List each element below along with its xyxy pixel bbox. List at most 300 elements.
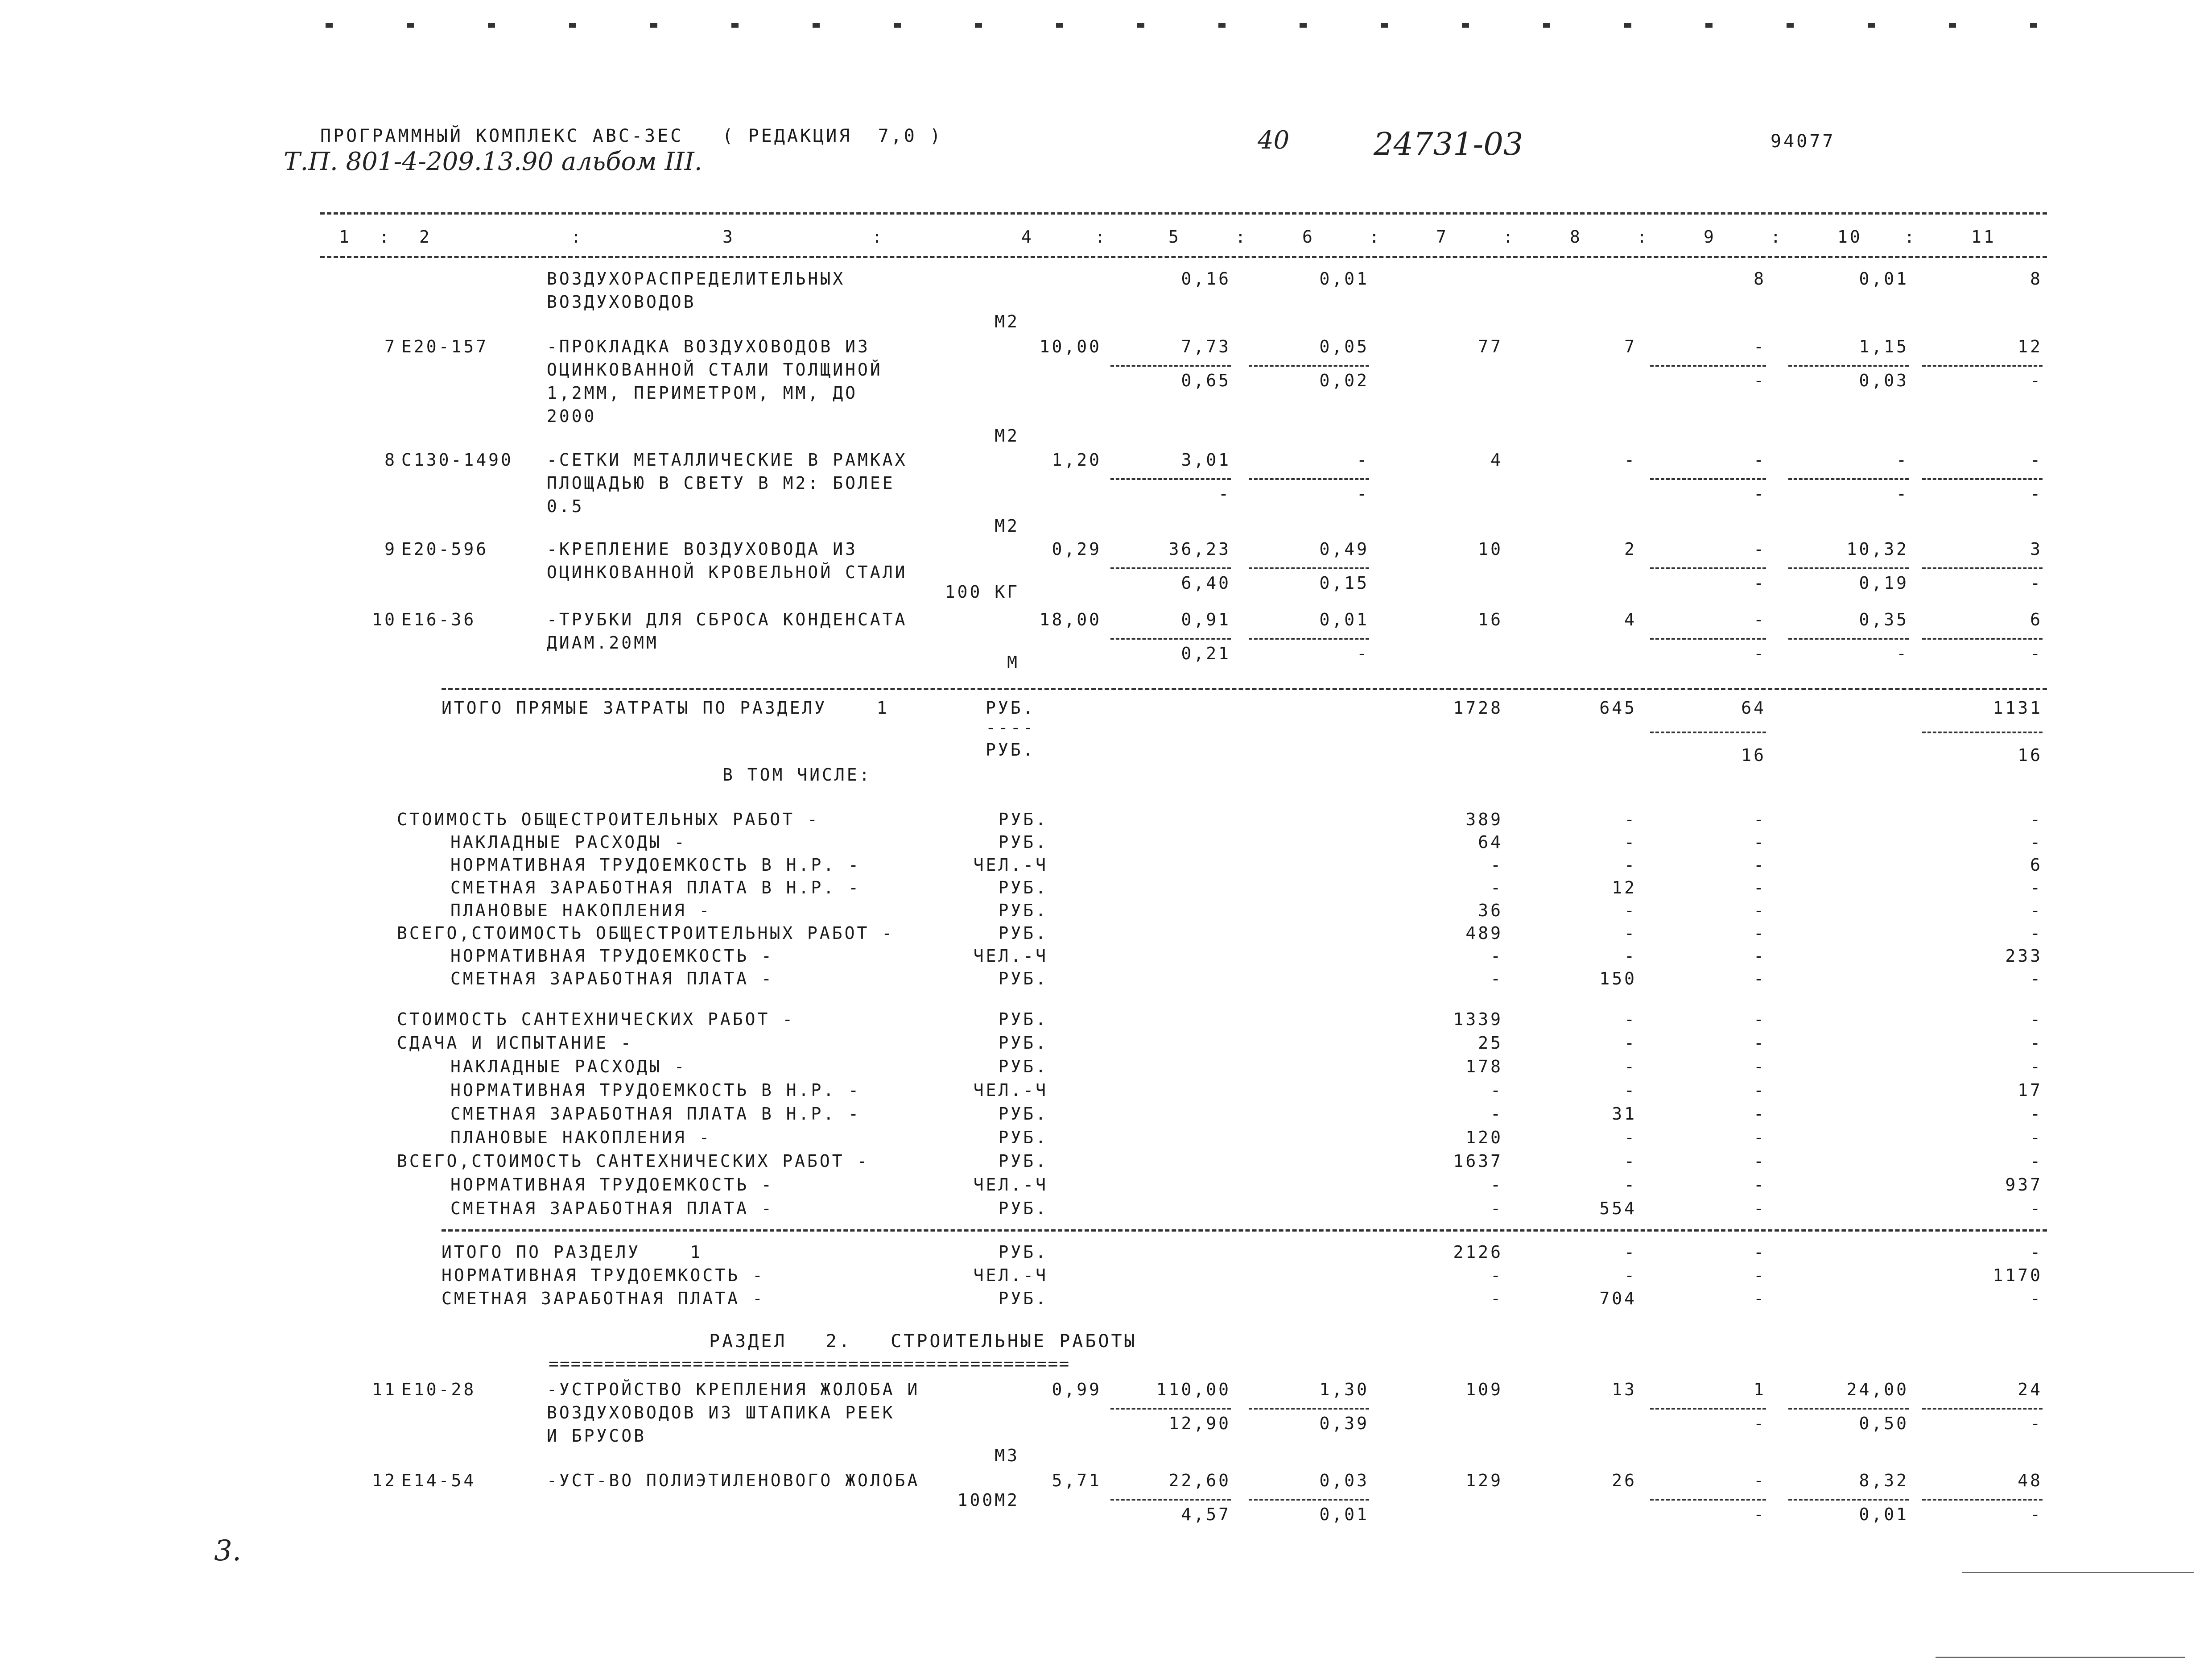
summary-c11: - <box>2030 1199 2043 1218</box>
summary-c8: 554 <box>1599 1199 1637 1218</box>
item-number: 12 <box>372 1471 397 1490</box>
summary-c7: - <box>1490 1104 1503 1124</box>
item-c11: 8 <box>2030 269 2043 289</box>
summary-unit: ЧЕЛ.-Ч <box>973 855 1048 875</box>
tick-mark <box>407 23 414 28</box>
tick-mark <box>1218 23 1226 28</box>
item-c9: - <box>1754 539 1766 559</box>
item-c9-second: - <box>1754 484 1766 504</box>
column-separator: : <box>379 227 392 247</box>
tick-mark <box>1137 23 1144 28</box>
tick-mark <box>894 23 901 28</box>
item-unit: М2 <box>995 516 1019 536</box>
summary-c11: 937 <box>2005 1175 2043 1195</box>
total-direct-c7: 1728 <box>1453 698 1503 718</box>
item-c6-rule <box>1249 638 1369 640</box>
summary-c9: - <box>1754 901 1766 920</box>
summary-c9: - <box>1754 1128 1766 1147</box>
item-number: 10 <box>372 610 397 629</box>
summary-c7: - <box>1490 855 1503 875</box>
item-c6-second: - <box>1357 484 1369 504</box>
column-separator: : <box>1637 227 1649 247</box>
tick-mark <box>813 23 820 28</box>
summary-unit: ЧЕЛ.-Ч <box>973 1265 1048 1285</box>
summary-c7: 1637 <box>1453 1151 1503 1171</box>
summary-unit: РУБ. <box>998 1128 1048 1147</box>
item-c5: 3,01 <box>1181 450 1231 470</box>
item-c9-second: - <box>1754 1505 1766 1524</box>
summary-c11: - <box>2030 901 2043 920</box>
summary-c9: - <box>1754 1242 1766 1262</box>
column-separator: : <box>872 227 884 247</box>
item-c10-rule <box>1788 1408 1909 1410</box>
item-description-line: И БРУСОВ <box>547 1426 647 1446</box>
item-c6-second: 0,15 <box>1319 573 1369 593</box>
item-unit: М2 <box>995 426 1019 446</box>
summary-c8: - <box>1624 946 1637 966</box>
summary-unit: РУБ. <box>998 878 1048 897</box>
summary-unit: РУБ. <box>998 832 1048 852</box>
item-c10: 0,35 <box>1859 610 1909 629</box>
item-c6-rule <box>1249 365 1369 367</box>
item-c9-rule <box>1650 365 1766 367</box>
item-qty: 5,71 <box>1052 1471 1102 1490</box>
summary-label: НАКЛАДНЫЕ РАСХОДЫ - <box>450 1057 687 1076</box>
summary-label: СМЕТНАЯ ЗАРАБОТНАЯ ПЛАТА В Н.Р. - <box>450 878 861 897</box>
total-c11-rule <box>1922 732 2043 733</box>
summary-c7: - <box>1490 969 1503 988</box>
summary-c8: 31 <box>1612 1104 1637 1124</box>
summary-c8: - <box>1624 1175 1637 1195</box>
column-header-11: 11 <box>1971 227 1996 247</box>
item-c5-rule <box>1110 567 1231 569</box>
summary-c9: - <box>1754 1265 1766 1285</box>
item-c5: 0,91 <box>1181 610 1231 629</box>
item-c9-rule <box>1650 638 1766 640</box>
summary-label: НОРМАТИВНАЯ ТРУДОЕМКОСТЬ - <box>450 1175 774 1195</box>
tick-mark <box>1705 23 1713 28</box>
item-c11-second: - <box>2030 484 2043 504</box>
item-c8: 4 <box>1624 610 1637 629</box>
summary-c7: 1339 <box>1453 1009 1503 1029</box>
total-rule <box>442 688 2047 690</box>
item-c6: 0,03 <box>1319 1471 1369 1490</box>
item-code: Е20-157 <box>401 337 489 356</box>
summary-unit: РУБ. <box>998 1151 1048 1171</box>
column-header-9: 9 <box>1704 227 1716 247</box>
summary-c11: 1170 <box>1993 1265 2043 1285</box>
document-code: 24731-03 <box>1374 126 1523 162</box>
summary-c7: - <box>1490 1175 1503 1195</box>
item-c10-second: 0,01 <box>1859 1505 1909 1524</box>
summary-label: СМЕТНАЯ ЗАРАБОТНАЯ ПЛАТА - <box>442 1289 765 1308</box>
item-c5: 7,73 <box>1181 337 1231 356</box>
summary-c11: - <box>2030 832 2043 852</box>
item-c7: 109 <box>1465 1380 1503 1399</box>
summary-unit: РУБ. <box>998 1104 1048 1124</box>
summary-label: НАКЛАДНЫЕ РАСХОДЫ - <box>450 832 687 852</box>
summary-c11: - <box>2030 1057 2043 1076</box>
summary-c8: - <box>1624 855 1637 875</box>
total-direct-dashes: ---- <box>986 718 1036 737</box>
item-c11: 12 <box>2018 337 2043 356</box>
tick-mark <box>1787 23 1794 28</box>
item-qty: 18,00 <box>1039 610 1102 629</box>
summary-c9: - <box>1754 1080 1766 1100</box>
column-header-8: 8 <box>1570 227 1582 247</box>
summary-c9: - <box>1754 946 1766 966</box>
summary-c11: - <box>2030 969 2043 988</box>
item-number: 11 <box>372 1380 397 1399</box>
total-direct-c11b: 16 <box>2018 745 2043 765</box>
tick-mark <box>326 23 333 28</box>
item-c11-second: - <box>2030 1505 2043 1524</box>
summary-c7: 178 <box>1465 1057 1503 1076</box>
total-direct-unit2: РУБ. <box>986 740 1036 760</box>
item-c6: 0,01 <box>1319 610 1369 629</box>
item-c8: 13 <box>1612 1380 1637 1399</box>
summary-c9: - <box>1754 1057 1766 1076</box>
summary-c11: 17 <box>2018 1080 2043 1100</box>
column-header-4: 4 <box>1021 227 1034 247</box>
item-c11-second: - <box>2030 371 2043 390</box>
summary-c8: - <box>1624 1265 1637 1285</box>
item-qty: 10,00 <box>1039 337 1102 356</box>
item-c10-rule <box>1788 638 1909 640</box>
item-c5-rule <box>1110 1408 1231 1410</box>
total-direct-c8: 645 <box>1599 698 1637 718</box>
item-c11: 6 <box>2030 610 2043 629</box>
item-c11-rule <box>1922 1499 2043 1501</box>
item-c8: 7 <box>1624 337 1637 356</box>
summary-c11: - <box>2030 1128 2043 1147</box>
summary-unit: РУБ. <box>998 923 1048 943</box>
summary-unit: ЧЕЛ.-Ч <box>973 946 1048 966</box>
header-rule-top <box>320 212 2047 215</box>
summary-c9: - <box>1754 878 1766 897</box>
summary-c7: 36 <box>1478 901 1503 920</box>
summary-c8: - <box>1624 901 1637 920</box>
summary-label: ИТОГО ПО РАЗДЕЛУ 1 <box>442 1242 703 1262</box>
item-description-line: 1,2ММ, ПЕРИМЕТРОМ, ММ, ДО <box>547 383 858 403</box>
summary-c9: - <box>1754 1199 1766 1218</box>
item-code: С130-1490 <box>401 450 513 470</box>
section-2-title: РАЗДЕЛ 2. СТРОИТЕЛЬНЫЕ РАБОТЫ <box>709 1331 1137 1352</box>
item-c9: 8 <box>1754 269 1766 289</box>
item-description-line: -ПРОКЛАДКА ВОЗДУХОВОДОВ ИЗ <box>547 337 870 356</box>
summary-c8: - <box>1624 810 1637 829</box>
item-number: 7 <box>384 337 397 356</box>
summary-label: СМЕТНАЯ ЗАРАБОТНАЯ ПЛАТА - <box>450 969 774 988</box>
item-c9-rule <box>1650 1499 1766 1501</box>
summary-unit: РУБ. <box>998 1033 1048 1053</box>
summary-c11: - <box>2030 923 2043 943</box>
summary-c7: - <box>1490 878 1503 897</box>
summary-c9: - <box>1754 832 1766 852</box>
summary-unit: РУБ. <box>998 810 1048 829</box>
summary-c9: - <box>1754 1175 1766 1195</box>
item-c10-second: - <box>1896 644 1909 663</box>
item-number: 9 <box>384 539 397 559</box>
item-qty: 0,99 <box>1052 1380 1102 1399</box>
item-description-line: ОЦИНКОВАННОЙ КРОВЕЛЬНОЙ СТАЛИ <box>547 562 908 582</box>
summary-c11: - <box>2030 1009 2043 1029</box>
summary-label: СМЕТНАЯ ЗАРАБОТНАЯ ПЛАТА В Н.Р. - <box>450 1104 861 1124</box>
item-qty: 0,29 <box>1052 539 1102 559</box>
summary-c7: - <box>1490 1080 1503 1100</box>
tick-mark <box>650 23 657 28</box>
summary-c11: - <box>2030 810 2043 829</box>
summary-unit: ЧЕЛ.-Ч <box>973 1080 1048 1100</box>
tick-mark <box>1462 23 1469 28</box>
item-description-line: ВОЗДУХОВОДОВ <box>547 292 696 312</box>
summary-c9: - <box>1754 1289 1766 1308</box>
item-c9-second: - <box>1754 1414 1766 1433</box>
column-separator: : <box>571 227 583 247</box>
summary-c8: 12 <box>1612 878 1637 897</box>
summary-c11: 233 <box>2005 946 2043 966</box>
item-c9: - <box>1754 610 1766 629</box>
item-c5: 110,00 <box>1156 1380 1231 1399</box>
item-c6: 0,49 <box>1319 539 1369 559</box>
summary-c11: - <box>2030 1289 2043 1308</box>
item-c9: - <box>1754 1471 1766 1490</box>
item-description-line: -КРЕПЛЕНИЕ ВОЗДУХОВОДА ИЗ <box>547 539 858 559</box>
summary-c11: - <box>2030 878 2043 897</box>
tick-mark <box>488 23 495 28</box>
item-c6-second: 0,39 <box>1319 1414 1369 1433</box>
summary-c8: - <box>1624 923 1637 943</box>
summary-unit: РУБ. <box>998 1289 1048 1308</box>
item-unit: М2 <box>995 312 1019 331</box>
column-separator: : <box>1095 227 1107 247</box>
item-c9: 1 <box>1754 1380 1766 1399</box>
summary-c11: - <box>2030 1033 2043 1053</box>
tick-mark <box>975 23 982 28</box>
item-c11-rule <box>1922 478 2043 480</box>
item-c11: 3 <box>2030 539 2043 559</box>
column-separator: : <box>1235 227 1248 247</box>
item-c10-rule <box>1788 365 1909 367</box>
item-c11: - <box>2030 450 2043 470</box>
item-description-line: 2000 <box>547 406 597 426</box>
total-direct-c11: 1131 <box>1993 698 2043 718</box>
column-separator: : <box>1369 227 1382 247</box>
summary-c7: - <box>1490 1289 1503 1308</box>
column-header-7: 7 <box>1436 227 1449 247</box>
summary-label: СДАЧА И ИСПЫТАНИЕ - <box>397 1033 633 1053</box>
item-description-line: ВОЗДУХОВОДОВ ИЗ ШТАПИКА РЕЕК <box>547 1403 895 1422</box>
summary-unit: РУБ. <box>998 1199 1048 1218</box>
summary-label: СТОИМОСТЬ САНТЕХНИЧЕСКИХ РАБОТ - <box>397 1009 795 1029</box>
summary-label: СТОИМОСТЬ ОБЩЕСТРОИТЕЛЬНЫХ РАБОТ - <box>397 810 820 829</box>
item-code: Е10-28 <box>401 1380 476 1399</box>
summary-c7: 489 <box>1465 923 1503 943</box>
tick-mark <box>1381 23 1388 28</box>
column-header-6: 6 <box>1302 227 1315 247</box>
item-c11-rule <box>1922 638 2043 640</box>
column-header-1: 1 <box>339 227 351 247</box>
item-c5-rule <box>1110 478 1231 480</box>
item-unit: М3 <box>995 1446 1019 1465</box>
item-code: Е14-54 <box>401 1471 476 1490</box>
item-c9-second: - <box>1754 573 1766 593</box>
summary-c11: - <box>2030 1104 2043 1124</box>
item-c6-rule <box>1249 478 1369 480</box>
item-c8: 2 <box>1624 539 1637 559</box>
column-separator: : <box>1503 227 1515 247</box>
item-c10-rule <box>1788 1499 1909 1501</box>
item-c10: 0,01 <box>1859 269 1909 289</box>
item-c5-second: 0,65 <box>1181 371 1231 390</box>
column-separator: : <box>1770 227 1783 247</box>
item-c11: 24 <box>2018 1380 2043 1399</box>
item-c11-second: - <box>2030 573 2043 593</box>
item-c10: 10,32 <box>1846 539 1909 559</box>
summary-unit: РУБ. <box>998 1242 1048 1262</box>
total-direct-c9: 64 <box>1741 698 1766 718</box>
item-c5-second: 4,57 <box>1181 1505 1231 1524</box>
handwritten-project-ref: Т.П. 801-4-209.13.90 альбом III. <box>284 147 702 176</box>
item-c6: 0,05 <box>1319 337 1369 356</box>
item-c7: 4 <box>1490 450 1503 470</box>
summary-c8: - <box>1624 1009 1637 1029</box>
summary-c8: - <box>1624 1033 1637 1053</box>
item-c10-rule <box>1788 478 1909 480</box>
item-c8: - <box>1624 450 1637 470</box>
summary-c7: - <box>1490 946 1503 966</box>
summary-c8: 704 <box>1599 1289 1637 1308</box>
summary-c8: - <box>1624 1057 1637 1076</box>
item-c5-rule <box>1110 1499 1231 1501</box>
column-header-5: 5 <box>1168 227 1181 247</box>
item-c8: 26 <box>1612 1471 1637 1490</box>
summary-unit: РУБ. <box>998 1009 1048 1029</box>
item-c10-second: 0,50 <box>1859 1414 1909 1433</box>
tick-mark <box>1543 23 1550 28</box>
summary-c7: 64 <box>1478 832 1503 852</box>
item-c6-second: 0,01 <box>1319 1505 1369 1524</box>
summary-c8: - <box>1624 832 1637 852</box>
column-header-3: 3 <box>722 227 735 247</box>
item-c6-rule <box>1249 1408 1369 1410</box>
summary-c7: 2126 <box>1453 1242 1503 1262</box>
item-c9-rule <box>1650 478 1766 480</box>
summary-label: СМЕТНАЯ ЗАРАБОТНАЯ ПЛАТА - <box>450 1199 774 1218</box>
summary-c9: - <box>1754 1151 1766 1171</box>
column-header-2: 2 <box>419 227 432 247</box>
item-description-line: 0.5 <box>547 496 584 516</box>
summary-c9: - <box>1754 810 1766 829</box>
tick-mark <box>569 23 576 28</box>
summary-c7: - <box>1490 1265 1503 1285</box>
tick-mark <box>1868 23 1875 28</box>
item-c10-second: 0,03 <box>1859 371 1909 390</box>
tick-mark <box>1949 23 1956 28</box>
tick-mark <box>1056 23 1063 28</box>
summary-label: НОРМАТИВНАЯ ТРУДОЕМКОСТЬ - <box>450 946 774 966</box>
item-c7: 10 <box>1478 539 1503 559</box>
summary-c9: - <box>1754 1033 1766 1053</box>
item-c9: - <box>1754 337 1766 356</box>
summary-unit: РУБ. <box>998 969 1048 988</box>
item-c10-rule <box>1788 567 1909 569</box>
item-c6: 1,30 <box>1319 1380 1369 1399</box>
total-direct-unit: РУБ. <box>986 698 1036 718</box>
item-c9-rule <box>1650 567 1766 569</box>
summary-unit: РУБ. <box>998 901 1048 920</box>
total-c9-rule <box>1650 732 1766 733</box>
item-unit: 100 КГ <box>945 582 1019 602</box>
item-c10-second: - <box>1896 484 1909 504</box>
item-c9-rule <box>1650 1408 1766 1410</box>
summary-label: ВСЕГО,СТОИМОСТЬ ОБЩЕСТРОИТЕЛЬНЫХ РАБОТ - <box>397 923 895 943</box>
summary-label: НОРМАТИВНАЯ ТРУДОЕМКОСТЬ - <box>442 1265 765 1285</box>
summary-c11: - <box>2030 1151 2043 1171</box>
item-description-line: -УСТРОЙСТВО КРЕПЛЕНИЯ ЖОЛОБА И <box>547 1380 920 1399</box>
item-c11-rule <box>1922 365 2043 367</box>
item-c5: 36,23 <box>1168 539 1231 559</box>
item-c9-second: - <box>1754 644 1766 663</box>
item-c5-second: 12,90 <box>1168 1414 1231 1433</box>
item-c11-rule <box>1922 1408 2043 1410</box>
item-c9: - <box>1754 450 1766 470</box>
item-c7: 16 <box>1478 610 1503 629</box>
code-number: 94077 <box>1770 131 1836 152</box>
item-c6: - <box>1357 450 1369 470</box>
summary-c8: - <box>1624 1151 1637 1171</box>
tick-mark <box>1300 23 1307 28</box>
summary-c7: 389 <box>1465 810 1503 829</box>
summary-label: ПЛАНОВЫЕ НАКОПЛЕНИЯ - <box>450 901 712 920</box>
item-description-line: -СЕТКИ МЕТАЛЛИЧЕСКИЕ В РАМКАХ <box>547 450 908 470</box>
summary-c8: - <box>1624 1242 1637 1262</box>
summary-label: ВСЕГО,СТОИМОСТЬ САНТЕХНИЧЕСКИХ РАБОТ - <box>397 1151 870 1171</box>
item-c5: 22,60 <box>1168 1471 1231 1490</box>
item-c5-second: 0,21 <box>1181 644 1231 663</box>
in-that-number-heading: В ТОМ ЧИСЛЕ: <box>722 765 872 785</box>
item-description-line: ОЦИНКОВАННОЙ СТАЛИ ТОЛЩИНОЙ <box>547 360 883 380</box>
item-code: Е20-596 <box>401 539 489 559</box>
program-title: ПРОГРАММНЫЙ КОМПЛЕКС АВС-3ЕС ( РЕДАКЦИЯ 7,0 ) <box>320 126 943 146</box>
item-description-line: ВОЗДУХОРАСПРЕДЕЛИТЕЛЬНЫХ <box>547 269 846 289</box>
summary-c9: - <box>1754 969 1766 988</box>
scan-edge-line <box>1962 1572 2194 1573</box>
item-c11: 48 <box>2018 1471 2043 1490</box>
item-c11-second: - <box>2030 644 2043 663</box>
column-header-10: 10 <box>1837 227 1862 247</box>
item-c10: 24,00 <box>1846 1380 1909 1399</box>
item-c6-rule <box>1249 1499 1369 1501</box>
item-number: 8 <box>384 450 397 470</box>
item-c6-rule <box>1249 567 1369 569</box>
item-c11-second: - <box>2030 1414 2043 1433</box>
section-2-underline: =============================================== <box>549 1354 1070 1373</box>
summary-label: НОРМАТИВНАЯ ТРУДОЕМКОСТЬ В Н.Р. - <box>450 855 861 875</box>
item-unit: М <box>1007 653 1019 672</box>
summary-c8: 150 <box>1599 969 1637 988</box>
summary-c11: - <box>2030 1242 2043 1262</box>
summary-label: НОРМАТИВНАЯ ТРУДОЕМКОСТЬ В Н.Р. - <box>450 1080 861 1100</box>
summary-c7: 25 <box>1478 1033 1503 1053</box>
item-c7: 129 <box>1465 1471 1503 1490</box>
item-c5-second: 6,40 <box>1181 573 1231 593</box>
total-direct-c9b: 16 <box>1741 745 1766 765</box>
item-c11-rule <box>1922 567 2043 569</box>
item-c10: - <box>1896 450 1909 470</box>
summary-c8: - <box>1624 1080 1637 1100</box>
summary-c9: - <box>1754 1104 1766 1124</box>
